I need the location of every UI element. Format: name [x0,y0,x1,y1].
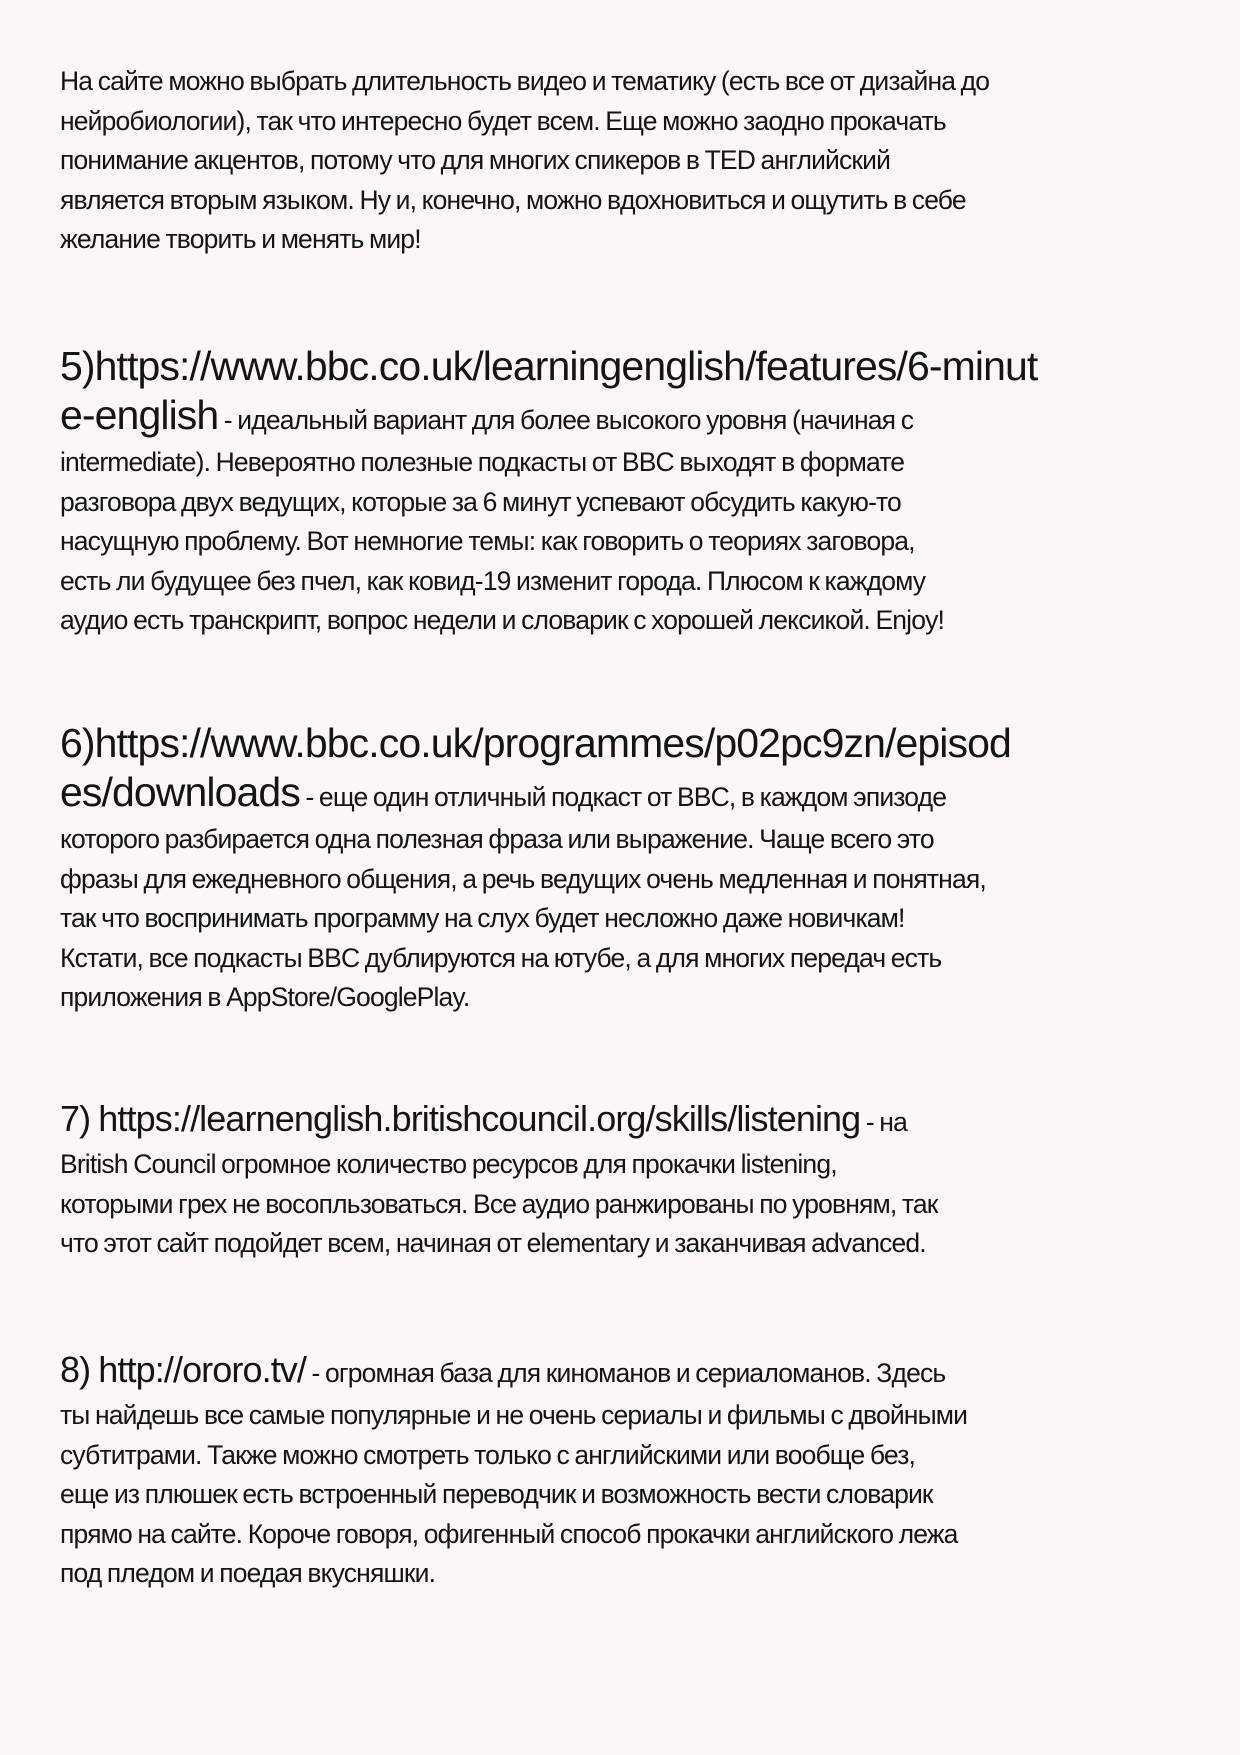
text-line: прямо на сайте. Короче говоря, офигенный способ прокачки английского лежа [60,1518,958,1549]
description-start: - огромная база для киноманов и сериаломанов. Здесь [306,1358,946,1388]
text-line [60,1347,1200,1396]
resource-item-5 [60,340,1200,641]
text-line: intermediate). Невероятно полезные подкасты от BBC выходят в формате [60,447,905,477]
resource-item-6 [60,717,1200,1018]
text-line: Кстати, все подкасты BBC дублируются на ютубе, а для многих передач есть [60,942,942,973]
text-line: нейробиологии), так что интересно будет всем. Еще можно заодно прокачать [60,105,946,136]
resource-item-8 [60,1347,1200,1594]
intro-text [60,62,1200,260]
text-line: под пледом и поедая вкусняшки. [60,1558,436,1589]
text-line: что этот сайт подойдет всем, начиная от elementary и заканчивая advanced. [60,1228,926,1259]
resource-link-5[interactable]: 5)https://www.bbc.co.uk/learningenglish/features/6-minut [60,343,1038,389]
text-line: еще из плюшек есть встроенный переводчик и возможность вести словарик [60,1479,933,1510]
description-start: - на [860,1107,907,1137]
resource-link-6[interactable]: 6)https://www.bbc.co.uk/programmes/p02pc9zn/episod [60,720,1011,766]
resource-item-7 [60,1096,1200,1264]
resource-link-8[interactable]: 8) http://ororo.tv/ [60,1349,307,1390]
text-line: есть ли будущее без пчел, как ковид-19 изменит города. Плюсом к каждому [60,565,926,596]
resource-description-6 [60,769,1200,1018]
resource-description-5 [60,392,1200,641]
resource-description-8 [60,1347,1200,1594]
text-line: приложения в AppStore/GooglePlay. [60,982,470,1013]
text-line [60,392,1200,443]
text-line: которыми грех не восопльзоваться. Все аудио ранжированы по уровням, так [60,1188,938,1219]
text-line: так что воспринимать программу на слух будет несложно даже новичкам! [60,903,905,934]
text-line: желание творить и менять мир! [60,224,421,255]
resource-link-6-cont[interactable]: es/downloads [60,769,300,815]
text-line: фразы для ежедневного общения, а речь ведущих очень медленная и понятная, [60,863,986,894]
resource-link-7[interactable]: 7) https://learnenglish.britishcouncil.org/skills/listening [60,1098,861,1139]
text-line [60,769,1200,820]
description-start: - идеальный вариант для более высокого уровня (начиная с [218,405,914,435]
resource-link-5-cont[interactable]: e-english [60,392,219,438]
text-line: которого разбирается одна полезная фраза или выражение. Чаще всего это [60,824,934,854]
resource-description-7 [60,1096,1200,1264]
text-line: аудио есть транскрипт, вопрос недели и словарик с хорошей лексикой. Enjoy! [60,605,944,636]
text-line: насущную проблему. Вот немногие темы: как говорить о теориях заговора, [60,526,915,557]
text-line [60,1096,1200,1145]
description-start: - еще один отличный подкаст от BBC, в каждом эпизоде [299,782,947,812]
intro-paragraph [60,62,1200,260]
text-line: является вторым языком. Ну и, конечно, можно вдохновиться и ощутить в себе [60,184,966,215]
text-line: ты найдешь все самые популярные и не очень сериалы и фильмы с двойными [60,1400,968,1430]
text-line: На сайте можно выбрать длительность видео и тематику (есть все от дизайна до [60,66,990,96]
text-line: British Council огромное количество ресурсов для прокачки listening, [60,1149,837,1179]
text-line: субтитрами. Также можно смотреть только с английскими или вообще без, [60,1439,916,1470]
text-line: понимание акцентов, потому что для многих спикеров в TED английский [60,145,891,176]
text-line: разговора двух ведущих, которые за 6 минут успевают обсудить какую-то [60,486,901,517]
